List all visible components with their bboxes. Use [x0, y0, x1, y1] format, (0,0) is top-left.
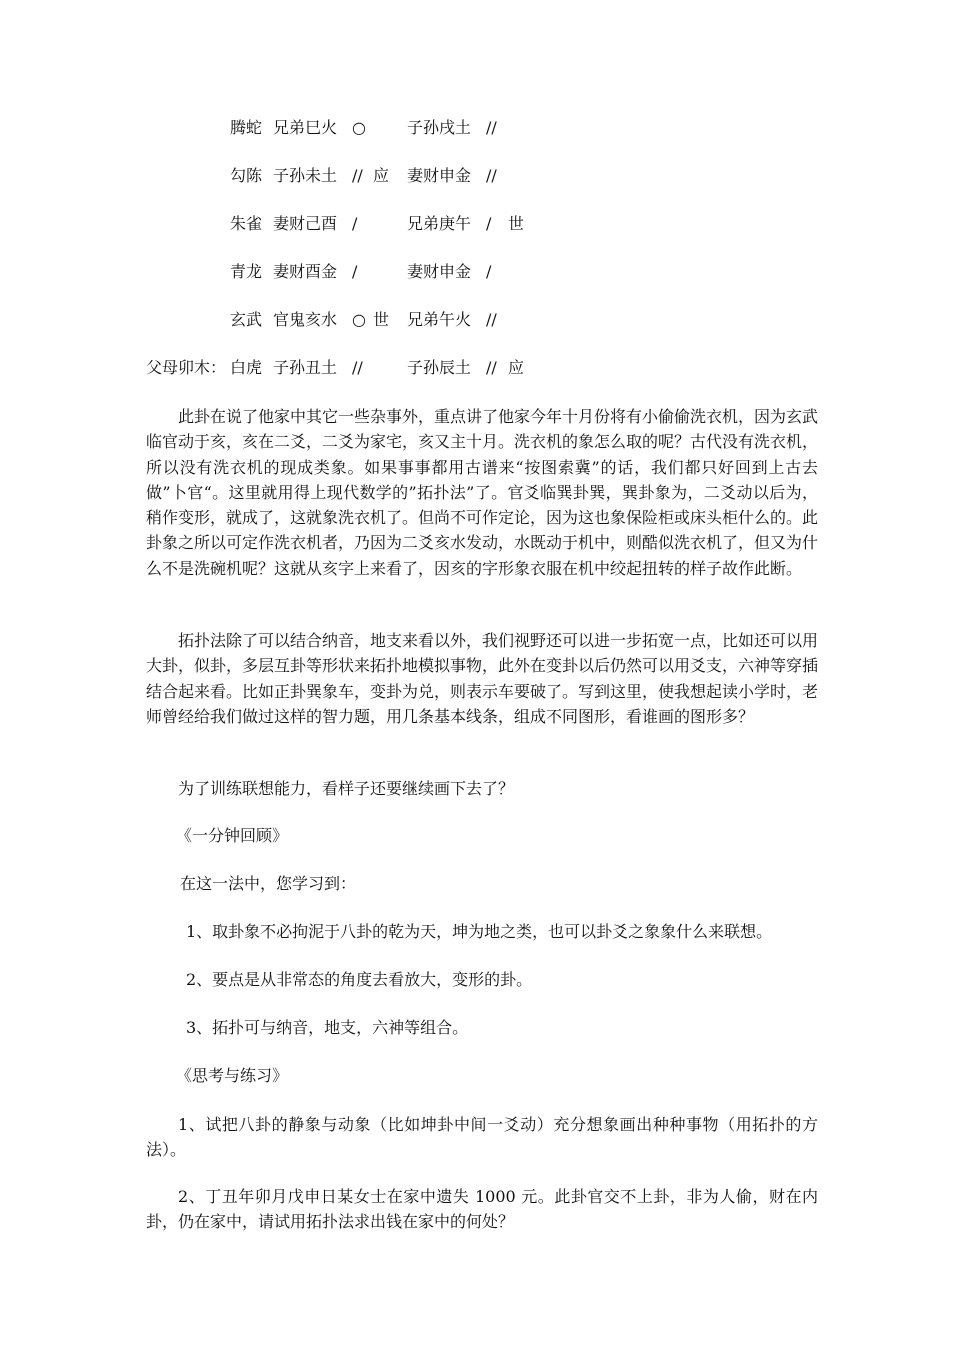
changed-line-mark: //	[486, 310, 497, 329]
review-title: 《一分钟回顾》	[176, 826, 289, 845]
changed-line: 兄弟午火	[407, 310, 472, 329]
changed-line-mark: /	[486, 262, 492, 281]
main-shi-ying: 世	[373, 310, 390, 329]
exercise-title: 《思考与练习》	[176, 1066, 289, 1085]
main-shi-ying: 应	[373, 166, 390, 185]
hexagram-row	[0, 356, 960, 380]
main-line-mark: ○	[352, 118, 366, 137]
changed-line-mark: //	[486, 166, 497, 185]
six-god: 朱雀	[230, 214, 263, 233]
hexagram-row	[0, 308, 960, 332]
changed-line-mark: //	[486, 358, 497, 377]
main-line: 妻财己酉	[273, 214, 338, 233]
six-god: 腾蛇	[230, 118, 263, 137]
paragraph-washing-machine: 此卦在说了他家中其它一些杂事外，重点讲了他家今年十月份将有小偷偷洗衣机，因为玄武临官动于亥，亥在二爻，二爻为家宅，亥又主十月。洗衣机的象怎么取的呢？古代没有洗衣机，所以没有洗衣机的现成类象。如果事事都用古谱来“按图索冀”的话，我们都只好回到上古去做”卜官“。这里就用得上现代数学的”拓扑法”了。官爻临巽卦巽，巽卦象为，二爻动以后为，稍作变形，就成了，这就象洗衣机了。但尚不可作定论，因为这也象保险柜或床头柜什么的。此卦象之所以可定作洗衣机者，乃因为二爻亥水发动，水既动于机中，则酷似洗衣机了，但又为什么不是洗碗机呢？这就从亥字上来看了，因亥的字形象衣服在机中绞起扭转的样子故作此断。	[146, 407, 819, 578]
six-god: 玄武	[230, 310, 263, 329]
review-item: 1、取卦象不必拘泥于八卦的乾为天，坤为地之类，也可以卦爻之象象什么来联想。	[186, 922, 773, 941]
changed-line: 子孙辰土	[407, 358, 472, 377]
hexagram-row	[0, 164, 960, 188]
changed-shi-ying: 世	[508, 214, 525, 233]
main-line-mark: /	[352, 262, 358, 281]
review-item: 2、要点是从非常态的角度去看放大，变形的卦。	[186, 970, 533, 989]
main-line-mark: //	[352, 358, 363, 377]
main-line: 兄弟巳火	[273, 118, 338, 137]
changed-line: 子孙戌土	[407, 118, 472, 137]
main-line-mark: /	[352, 214, 358, 233]
exercise-item: 1、试把八卦的静象与动象（比如坤卦中间一爻动）充分想象画出种种事物（用拓扑的方法）。	[146, 1115, 818, 1160]
hexagram-row	[0, 116, 960, 140]
main-line: 妻财酉金	[273, 262, 338, 281]
main-line-mark: ○	[352, 310, 366, 329]
review-item: 3、拓扑可与纳音，地支，六神等组合。	[186, 1018, 469, 1037]
review-intro: 在这一法中，您学习到：	[180, 874, 357, 893]
hexagram-row	[0, 212, 960, 236]
changed-shi-ying: 应	[508, 358, 525, 377]
hexagram-row	[0, 260, 960, 284]
changed-line: 兄弟庚午	[407, 214, 472, 233]
paragraph-topology: 拓扑法除了可以结合纳音，地支来看以外，我们视野还可以进一步拓宽一点，比如还可以用大卦，似卦，多层互卦等形状来拓扑地模拟事物，此外在变卦以后仍然可以用爻支，六神等穿插结合起来看。比如正卦巽象车，变卦为兑，则表示车要破了。写到这里，使我想起读小学时，老师曾经给我们做过这样的智力题，用几条基本线条，组成不同图形，看谁画的图形多？	[146, 631, 819, 726]
main-line: 官鬼亥水	[273, 310, 338, 329]
six-god: 勾陈	[230, 166, 263, 185]
changed-line-mark: /	[486, 214, 492, 233]
hidden-spirit: 父母卯木：	[146, 358, 227, 377]
paragraph-training: 为了训练联想能力，看样子还要继续画下去了？	[178, 779, 515, 798]
six-god: 白虎	[230, 358, 263, 377]
six-god: 青龙	[230, 262, 263, 281]
changed-line: 妻财申金	[407, 166, 472, 185]
changed-line: 妻财申金	[407, 262, 472, 281]
main-line: 子孙未土	[273, 166, 338, 185]
exercise-item: 2、丁丑年卯月戊申日某女士在家中遗失 1000 元。此卦官交不上卦，非为人偷，财在内卦，仍在家中，请试用拓扑法求出钱在家中的何处？	[146, 1187, 818, 1232]
main-line-mark: //	[352, 166, 363, 185]
changed-line-mark: //	[486, 118, 497, 137]
main-line: 子孙丑土	[273, 358, 338, 377]
